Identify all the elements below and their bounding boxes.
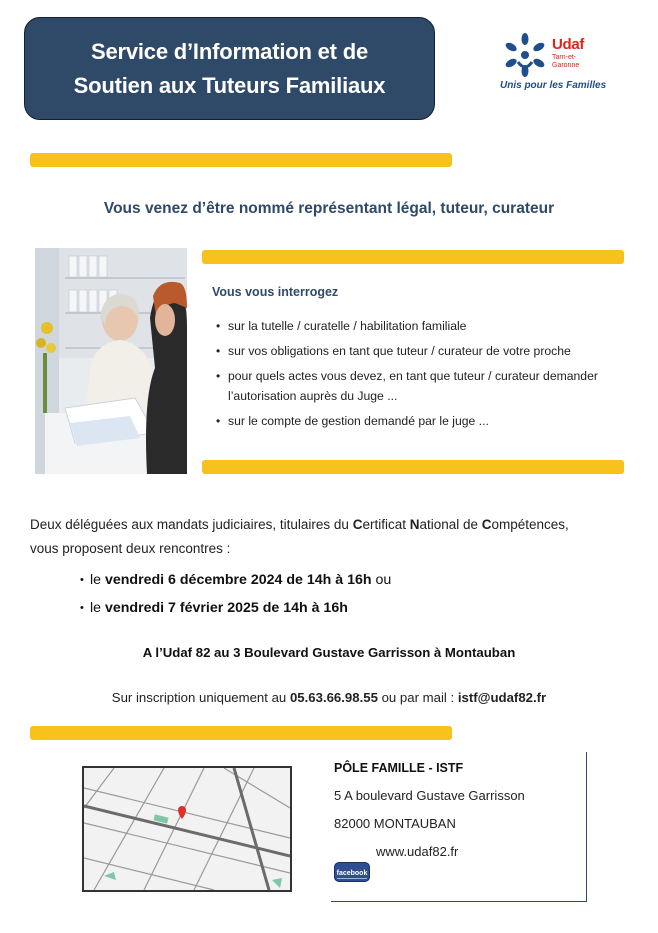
facebook-icon[interactable]: facebook xyxy=(334,862,370,882)
divider-bar-bottom xyxy=(30,726,452,740)
office-photo xyxy=(35,248,187,474)
list-item: • sur la tutelle / curatelle / habilitation familiale xyxy=(214,316,624,336)
date-item: • le vendredi 7 février 2025 de 14h à 16h xyxy=(80,594,391,622)
title-line-1: Service d’Information et de xyxy=(90,38,368,64)
list-item: • sur le compte de gestion demandé par le juge ... xyxy=(214,411,624,431)
divider-bar-questions-top xyxy=(202,250,624,264)
contact-org: PÔLE FAMILLE - ISTF xyxy=(334,761,464,775)
email-link[interactable]: istf@udaf82.fr xyxy=(457,690,547,705)
date-item: • le vendredi 6 décembre 2024 de 14h à 16h ou xyxy=(80,566,391,594)
logo-name: Udaf xyxy=(552,36,585,53)
questions-list xyxy=(214,316,624,436)
logo-tagline: Unis pour les Familles xyxy=(500,80,607,91)
contact-street: 5 A boulevard Gustave Garrisson xyxy=(334,788,525,803)
udaf-logo-icon xyxy=(502,32,548,78)
location-map xyxy=(82,766,292,892)
intro-text xyxy=(30,513,640,561)
divider-bar-questions-bottom xyxy=(202,460,624,474)
questions-title: Vous vous interrogez xyxy=(212,285,339,299)
list-item: • sur vos obligations en tant que tuteur / curateur de votre proche xyxy=(214,341,624,361)
logo-region: Tarn-et-Garonne xyxy=(552,54,580,69)
phone-number: 05.63.66.98.55 xyxy=(289,690,378,705)
divider-bar-top xyxy=(30,153,452,167)
contact-city: 82000 MONTAUBAN xyxy=(334,816,456,831)
dates-list xyxy=(80,566,391,622)
inscription-line: Sur inscription uniquement au 05.63.66.98.55 ou par mail : istf@udaf82.fr xyxy=(111,690,547,705)
list-item: • pour quels actes vous devez, en tant que tuteur / curateur demander l’autorisation auprès du Juge ... xyxy=(214,366,624,406)
title-line-2: Soutien aux Tuteurs Familiaux xyxy=(73,72,386,98)
website-link[interactable]: www.udaf82.fr xyxy=(376,844,459,859)
intro-line-2: vous proposent deux rencontres : xyxy=(30,541,231,556)
event-address: A l’Udaf 82 au 3 Boulevard Gustave Garrisson à Montauban xyxy=(142,645,516,660)
title-box xyxy=(24,17,435,120)
intro-line-1: Deux déléguées aux mandats judiciaires, titulaires du Certificat National de Compétences, xyxy=(30,517,569,532)
subtitle: Vous venez d’être nommé représentant légal, tuteur, curateur xyxy=(103,200,555,217)
